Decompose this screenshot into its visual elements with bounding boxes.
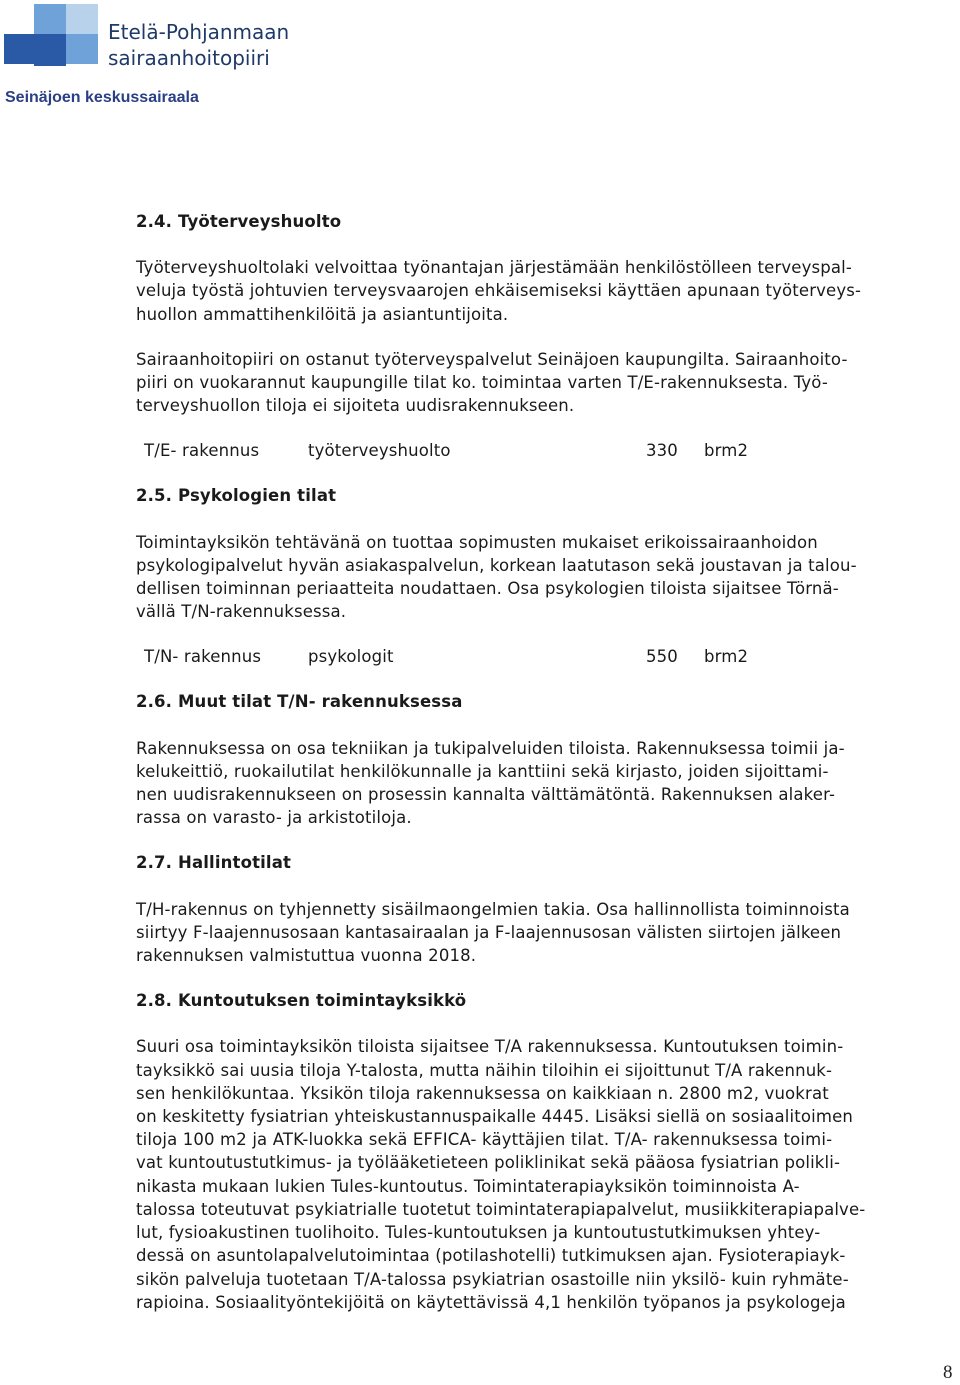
hospital-name: Seinäjoen keskussairaala <box>5 89 199 106</box>
paragraph-occupational-health-services: Sairaanhoitopiiri on ostanut työterveyspalvelut Seinäjoen kaupungilta. Sairaanhoito- piiri on vuokarannut kaupungille tilat ko. toimintaa varten T/E-rakennuksesta. Työ- terveyshuollon tiloja ei sijoiteta uudisrakennukseen. <box>136 349 848 416</box>
paragraph-rehabilitation: Suuri osa toimintayksikön tiloista sijaitsee T/A rakennuksessa. Kuntoutuksen toimin- tayksikkö sai uusia tiloja Y-talosta, mutta näihin tiloihin ei sijoittunut T/A rakennuk- sen henkilökuntaa. Yksikön tiloja rakennuksessa on kaikkiaan n. 2800 m2, vuokrat on keskitetty fysiatrian yhteiskustannuspaikalle 4445. Lisäksi siellä on sosiaalitoimen tiloja 100 m2 ja ATK-luokka sekä EFFICA- käyttäjien tilat. T/A- rakennuksessa toimi- vat kuntoutustutkimus- ja työlääketieteen poliklinikat sekä pääosa fysiatrian polikli- nikasta mukaan lukien Tules-kuntoutus. Toimintaterapiayksikön toiminnoista A- talossa toteutuvat psykiatrialle tuotetut toimintaterapiapalvelut, musiikkiterapiapalve- lut, fysioakustinen tuolihoito. Tules-kuntoutuksen ja kuntoutustutkimuksen yhtey- dessä on asuntolapalvelutoimintaa (potilashotelli) tutkimuksen ajan. Fysioterapiayk- sikön palveluja tuotetaan T/A-talossa psykiatrian osastoille niin yksilö- kuin ryhmäte- rapioina. Sosiaalityöntekijöitä on käytettävissä 4,1 henkilön työpanos ja psykologeja <box>136 1037 866 1312</box>
section-heading-2-8: 2.8. Kuntoutuksen toimintayksikkö <box>136 991 467 1011</box>
paragraph-occupational-health-law: Työterveyshuoltolaki velvoittaa työnantajan järjestämään henkilöstölleen terveyspal- veluja työstä johtuvien terveysvaarojen ehkäisemiseksi käyttäen apunaan työterveys- huollon ammattihenkilöitä ja asiantuntijoita. <box>136 258 862 324</box>
section-heading-2-7: 2.7. Hallintotilat <box>136 853 292 873</box>
area-row-tn: T/N- rakennus psykologit 550 brm2 <box>144 647 749 667</box>
paragraph-other-spaces: Rakennuksessa on osa tekniikan ja tukipalveluiden tiloista. Rakennuksessa toimii ja- kelukeittiö, ruokailutilat henkilökunnalle ja kanttiini sekä kirjasto, joiden sijoittami- nen uudisrakennukseen on prosessin kannalta välttämätöntä. Rakennuksen alaker- rassa on varasto- ja arkistotiloja. <box>136 738 845 828</box>
section-heading-2-6: 2.6. Muut tilat T/N- rakennuksessa <box>136 692 463 712</box>
paragraph-psychologists: Toimintayksikön tehtävänä on tuottaa sopimusten mukaiset erikoissairaanhoidon psykologipalvelut hyvän asiakaspalvelun, korkean laatutason sekä joustavan ja talou- dellisen toiminnan periaatteita noudattaen. Osa psykologien tiloista sijaitsee Törnä- vällä T/N-rakennuksessa. <box>136 532 857 622</box>
area-row-te: T/E- rakennus työterveyshuolto 330 brm2 <box>144 441 749 461</box>
cross-logo-icon <box>4 2 104 68</box>
logo-text-region: Etelä-Pohjanmaan <box>108 20 290 44</box>
document-body <box>136 210 954 1314</box>
organization-logo <box>0 0 330 80</box>
paragraph-administration: T/H-rakennus on tyhjennetty sisäilmaongelmien takia. Osa hallinnollista toiminnoista siirtyy F-laajennusosaan kantasairaalan ja F-laajennusosan välisten siirtojen jälkeen rakennuksen valmistuttua vuonna 2018. <box>136 899 850 966</box>
page-number: 8 <box>943 1362 953 1383</box>
section-heading-2-5: 2.5. Psykologien tilat <box>136 486 337 506</box>
section-heading-2-4: 2.4. Työterveyshuolto <box>136 212 342 231</box>
logo-text-district: sairaanhoitopiiri <box>108 46 270 70</box>
